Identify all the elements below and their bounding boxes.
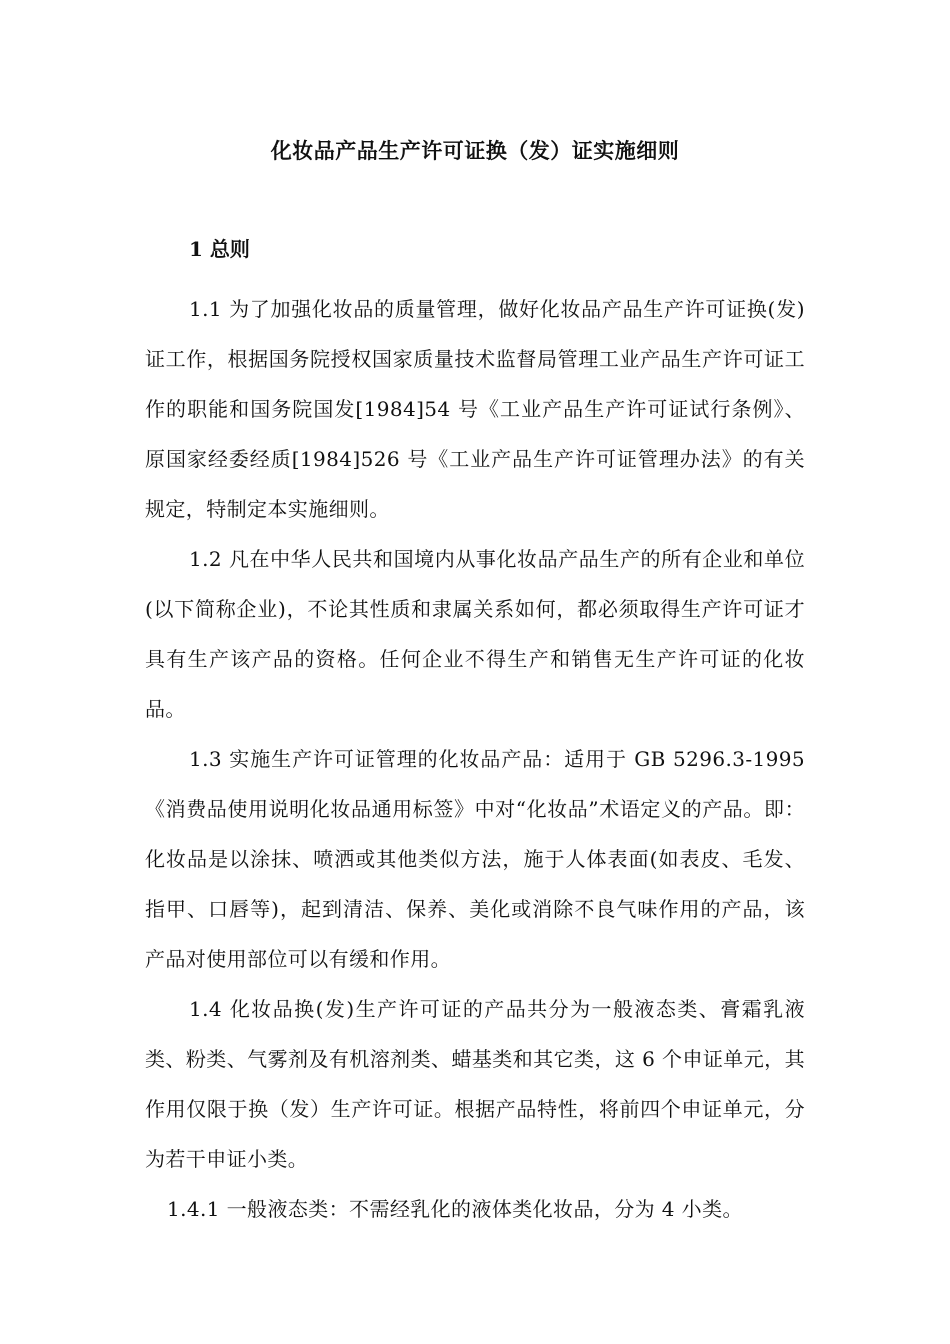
paragraph-1-1: 1.1 为了加强化妆品的质量管理，做好化妆品产品生产许可证换(发)证工作，根据国务院授权国家质量技术监督局管理工业产品生产许可证工作的职能和国务院国发[1984]54 号《工业产品生产许可证试行条例》、原国家经委经质[1984]526 号《工业产品生产许可证管理办法》的有关规定，特制定本实施细则。 (145, 297, 805, 521)
document-body (145, 284, 805, 1234)
paragraph-1-4: 1.4 化妆品换(发)生产许可证的产品共分为一般液态类、膏霜乳液类、粉类、气雾剂及有机溶剂类、蜡基类和其它类，这 6 个申证单元，其作用仅限于换（发）生产许可证。根据产品特性，将前四个申证单元，分为若干申证小类。 (145, 997, 805, 1171)
document-title: 化妆品产品生产许可证换（发）证实施细则 (270, 138, 680, 163)
section-heading: 1 总则 (189, 237, 250, 261)
paragraph-1-3: 1.3 实施生产许可证管理的化妆品产品：适用于 GB 5296.3-1995《消费品使用说明化妆品通用标签》中对“化妆品”术语定义的产品。即：化妆品是以涂抹、喷洒或其他类似方法，施于人体表面(如表皮、毛发、指甲、口唇等)，起到清洁、保养、美化或消除不良气味作用的产品，该产品对使用部位可以有缓和作用。 (145, 747, 805, 971)
paragraph-1-4-1: 1.4.1 一般液态类：不需经乳化的液体类化妆品，分为 4 小类。 (167, 1197, 743, 1221)
paragraph-1-2: 1.2 凡在中华人民共和国境内从事化妆品产品生产的所有企业和单位(以下简称企业)，不论其性质和隶属关系如何，都必须取得生产许可证才具有生产该产品的资格。任何企业不得生产和销售无生产许可证的化妆品。 (145, 547, 805, 721)
